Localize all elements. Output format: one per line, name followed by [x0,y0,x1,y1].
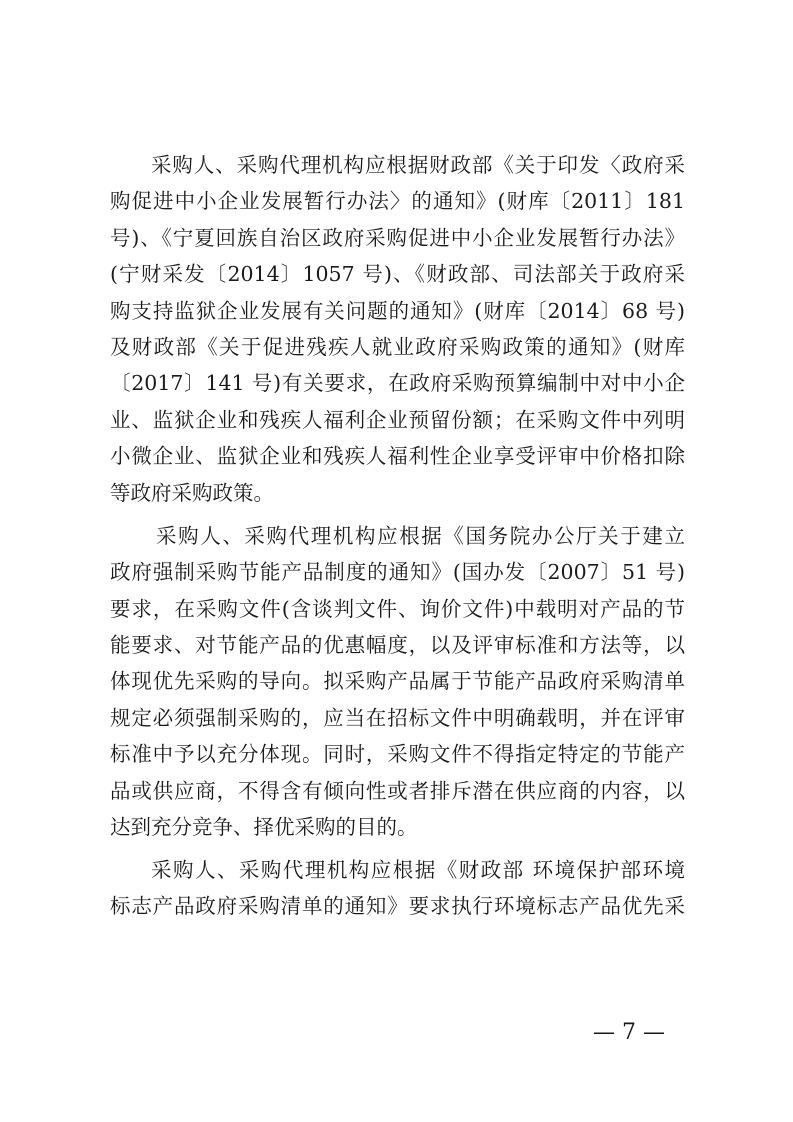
text-line: 规定必须强制采购的，应当在招标文件中明确载明，并在评审 [110,706,685,730]
text-line: 要求，在采购文件(含谈判文件、询价文件)中载明对产品的节 [110,597,685,621]
text-line: 小微企业、监狱企业和残疾人福利性企业享受评审中价格扣除 [110,444,685,468]
text-line: 购支持监狱企业发展有关问题的通知》(财库〔2014〕68 号) [110,299,685,323]
text-line: 采购人、采购代理机构应根据财政部《关于印发〈政府采 [151,153,685,177]
text-line: 标准中予以充分体现。同时，采购文件不得指定特定的节能产 [110,742,685,766]
text-line: 采购人、采购代理机构应根据《国务院办公厅关于建立 [156,524,685,548]
text-line: 业、监狱企业和残疾人福利企业预留份额；在采购文件中列明 [110,408,685,432]
text-line: 等政府采购政策。 [110,481,274,505]
text-line: (宁财采发〔2014〕1057 号)、《财政部、司法部关于政府采 [110,262,685,286]
text-line: 政府强制采购节能产品制度的通知》(国办发〔2007〕51 号) [110,560,685,584]
text-line: 采购人、采购代理机构应根据《财政部 环境保护部环境 [151,858,685,882]
page-number: — 7 — [593,1020,665,1045]
text-line: 及财政部《关于促进残疾人就业政府采购政策的通知》(财库 [110,335,685,359]
text-line: 〔2017〕141 号)有关要求，在政府采购预算编制中对中小企 [110,371,685,395]
text-line: 购促进中小企业发展暂行办法〉的通知》(财库〔2011〕181 [110,189,685,213]
text-line: 标志产品政府采购清单的通知》要求执行环境标志产品优先采 [110,894,685,918]
text-line: 达到充分竞争、择优采购的目的。 [110,815,418,839]
text-line: 体现优先采购的导向。拟采购产品属于节能产品政府采购清单 [110,669,685,693]
text-line: 能要求、对节能产品的优惠幅度，以及评审标准和方法等，以 [110,633,685,657]
text-line: 品或供应商，不得含有倾向性或者排斥潜在供应商的内容，以 [110,779,685,803]
text-line: 号)、《宁夏回族自治区政府采购促进中小企业发展暂行办法》 [110,226,685,250]
